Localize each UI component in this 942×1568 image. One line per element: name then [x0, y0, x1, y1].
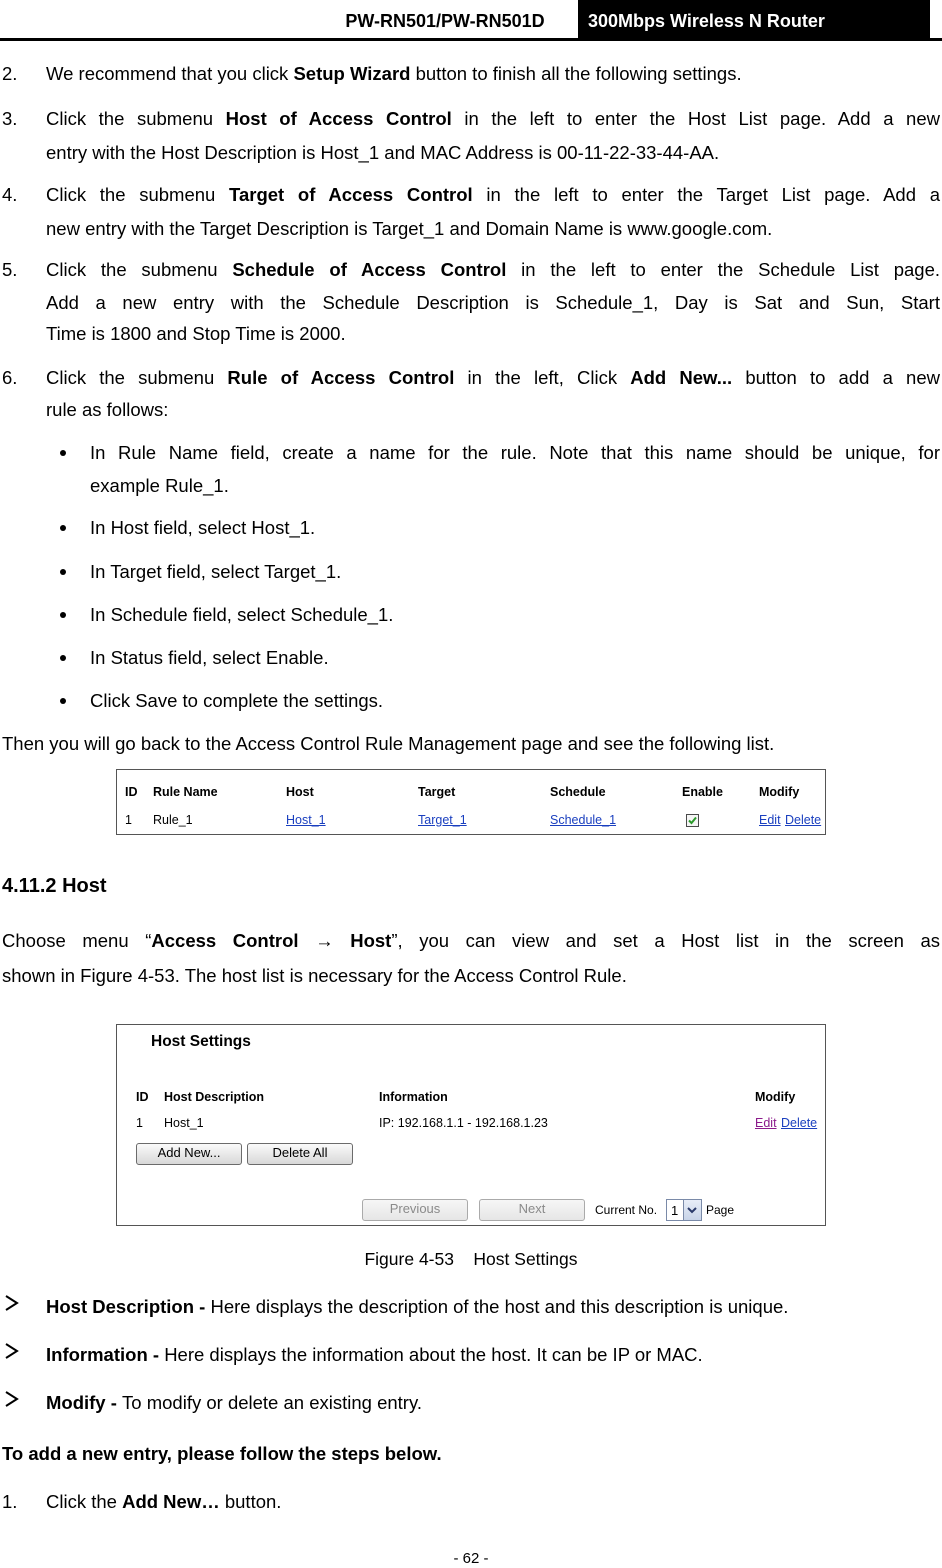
col-header-target: Target — [418, 785, 456, 799]
paragraph: Then you will go back to the Access Control Rule Management page and see the following list. — [2, 733, 775, 754]
next-button[interactable]: Next — [479, 1199, 585, 1221]
delete-link[interactable]: Delete — [785, 813, 822, 827]
edit-link[interactable]: Edit — [755, 1116, 777, 1130]
arrowhead-bullet-icon — [5, 1294, 19, 1317]
bullet-dot — [60, 698, 66, 704]
host-description: Host_1 — [164, 1116, 204, 1130]
arrow-icon: → — [315, 930, 334, 951]
section-intro: Choose menu “Access Control → Host”, you can view and set a Host list in the screen as — [2, 930, 941, 951]
figure-caption: Figure 4-53 Host Settings — [364, 1249, 578, 1269]
col-header-schedule: Schedule — [550, 785, 606, 799]
col-header-modify: Modify — [759, 785, 800, 799]
bullet-text: In Target field, select Target_1. — [90, 561, 342, 582]
step-text-line: Add a new entry with the Schedule Description is Schedule_1, Day is Sat and Sun, Start — [46, 292, 940, 313]
edit-link[interactable]: Edit — [759, 813, 781, 827]
step-number: 1. — [2, 1491, 18, 1512]
bullet-text-line: example Rule_1. — [90, 475, 229, 496]
step-text: Click the submenu Rule of Access Control in the left, Click Add New... button to add a new — [46, 367, 940, 388]
step-text: Click the Add New… button. — [46, 1491, 282, 1512]
host-id: 1 — [136, 1116, 143, 1130]
step-text-line: entry with the Host Description is Host_1 and MAC Address is 00-11-22-33-44-AA. — [46, 142, 720, 163]
definition-item: Host Description - Here displays the description of the host and this description is unique. — [46, 1296, 789, 1317]
step-number: 5. — [2, 259, 18, 280]
page-label: Page — [706, 1203, 735, 1217]
rule-list-screenshot — [116, 769, 826, 835]
step-text: Click the submenu Schedule of Access Control in the left to enter the Schedule List page. — [46, 259, 940, 280]
checkmark-icon — [687, 815, 698, 826]
step-text: We recommend that you click Setup Wizard button to finish all the following settings. — [46, 63, 742, 84]
panel-title: Host Settings — [151, 1033, 251, 1050]
current-no-label: Current No. — [595, 1203, 658, 1217]
step-text-line: new entry with the Target Description is Target_1 and Domain Name is www.google.com. — [46, 218, 773, 239]
delete-all-button[interactable]: Delete All — [247, 1143, 353, 1165]
col-header-id: ID — [136, 1090, 149, 1104]
bullet-dot — [60, 525, 66, 531]
step-number: 3. — [2, 108, 18, 129]
schedule-link[interactable]: Schedule_1 — [550, 813, 617, 827]
section-intro-line: shown in Figure 4-53. The host list is necessary for the Access Control Rule. — [2, 965, 627, 986]
col-header-id: ID — [125, 785, 138, 799]
col-header-host: Host — [286, 785, 314, 799]
header-title: 300Mbps Wireless N Router — [578, 0, 930, 38]
col-header-host-description: Host Description — [164, 1090, 265, 1104]
step-text: Click the submenu Target of Access Control in the left to enter the Target List page. Add a — [46, 184, 941, 205]
page-select-value: 1 — [671, 1203, 679, 1218]
bullet-dot — [60, 450, 66, 456]
rule-name: Rule_1 — [153, 813, 193, 827]
step-text: Click the submenu Host of Access Control in the left to enter the Host List page. Add a new — [46, 108, 940, 129]
header-model: PW-RN501/PW-RN501D — [345, 11, 545, 31]
header-rule — [0, 38, 942, 41]
target-link[interactable]: Target_1 — [418, 813, 467, 827]
definition-item: Information - Here displays the information about the host. It can be IP or MAC. — [46, 1344, 703, 1365]
previous-button[interactable]: Previous — [362, 1199, 468, 1221]
bullet-text: In Host field, select Host_1. — [90, 517, 316, 538]
col-header-enable: Enable — [682, 785, 723, 799]
col-header-information: Information — [379, 1090, 448, 1104]
bullet-text: In Schedule field, select Schedule_1. — [90, 604, 394, 625]
bullet-dot — [60, 655, 66, 661]
host-information: IP: 192.168.1.1 - 192.168.1.23 — [379, 1116, 548, 1130]
col-header-rule-name: Rule Name — [153, 785, 218, 799]
bullet-text: In Status field, select Enable. — [90, 647, 329, 668]
page-number: - 62 - — [453, 1550, 489, 1567]
step-number: 2. — [2, 63, 18, 84]
steps-heading: To add a new entry, please follow the steps below. — [2, 1443, 442, 1464]
step-number: 4. — [2, 184, 18, 205]
enable-checkbox[interactable] — [686, 814, 699, 827]
bullet-dot — [60, 612, 66, 618]
bullet-text: Click Save to complete the settings. — [90, 690, 384, 711]
step-text-line: Time is 1800 and Stop Time is 2000. — [46, 323, 346, 344]
rule-id: 1 — [125, 813, 132, 827]
section-heading: 4.11.2 Host — [2, 875, 107, 897]
arrowhead-bullet-icon — [5, 1390, 19, 1413]
step-text-line: rule as follows: — [46, 399, 169, 420]
host-settings-screenshot — [116, 1024, 826, 1226]
definition-item: Modify - To modify or delete an existing entry. — [46, 1392, 422, 1413]
delete-link[interactable]: Delete — [781, 1116, 818, 1130]
bullet-text: In Rule Name field, create a name for the rule. Note that this name should be unique, for — [90, 442, 940, 463]
arrowhead-bullet-icon — [5, 1342, 19, 1365]
chevron-down-icon — [683, 1200, 701, 1220]
host-link[interactable]: Host_1 — [286, 813, 326, 827]
col-header-modify: Modify — [755, 1090, 796, 1104]
bullet-dot — [60, 569, 66, 575]
add-new-button[interactable]: Add New... — [136, 1143, 242, 1165]
page-select[interactable] — [666, 1199, 702, 1221]
step-number: 6. — [2, 367, 18, 388]
